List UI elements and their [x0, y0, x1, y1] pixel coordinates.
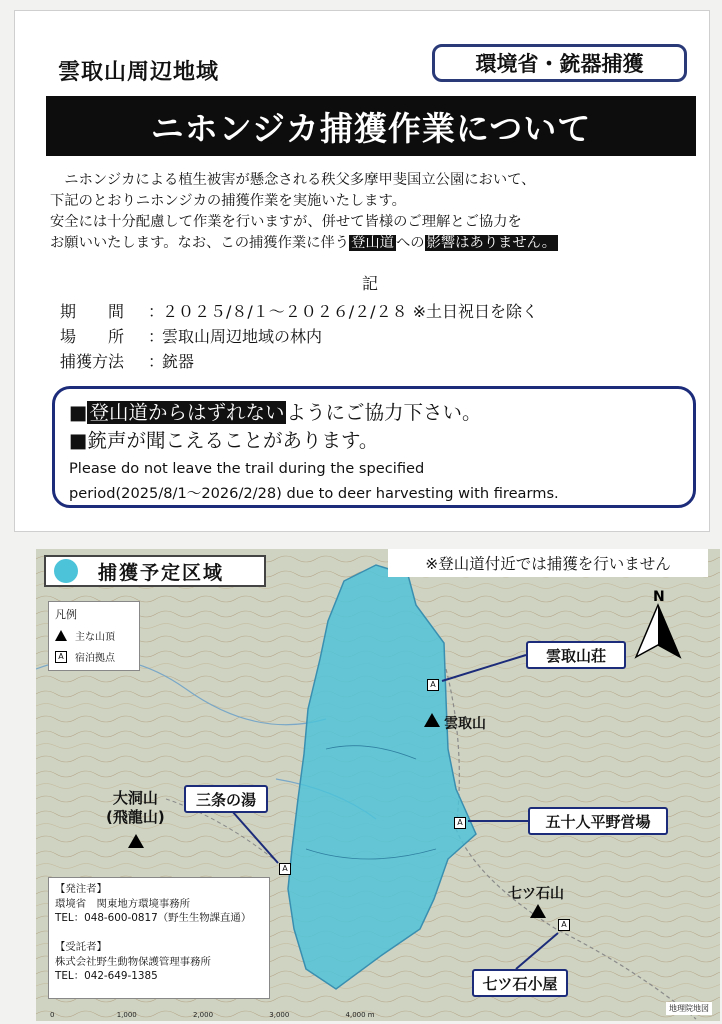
scale-label: 1,000 [116, 1011, 137, 1019]
scale-label: 0 [50, 1011, 55, 1019]
details-list [60, 299, 538, 374]
place-row [60, 324, 538, 349]
method-label: 捕獲方法 [60, 352, 125, 371]
region-title: 雲取山周辺地域 [58, 60, 220, 85]
capture-area-label: 捕獲予定区域 [98, 561, 225, 584]
highlight-trail: 登山道 [351, 235, 394, 251]
hut-icon: A [279, 863, 291, 875]
hut-icon: A [55, 651, 67, 663]
period-row [60, 299, 538, 324]
callout-gojunin-campsite: 五十人平野営場 [528, 807, 668, 835]
contact-spacer [55, 926, 263, 941]
peak-nanatsuishi: 七ツ石山 [508, 886, 564, 902]
scale-label: 4,000 m [345, 1011, 375, 1019]
method-row [60, 349, 538, 374]
highlight-stay-on-trail: 登山道からはずれない [89, 401, 285, 424]
highlight-no-impact: 影響はありません。 [426, 235, 557, 251]
ki-heading: 記 [362, 274, 379, 293]
no-hunt-note: ※登山道付近では捕獲を行いません [388, 549, 708, 577]
method-value: 銃器 [162, 352, 195, 371]
bullet-square: ■ [69, 401, 88, 424]
callout-nanatsuishi-goya: 七ツ石小屋 [472, 969, 568, 997]
caution-box [52, 386, 696, 508]
callout-sanjo-no-yu: 三条の湯 [184, 785, 268, 813]
legend-hut-label: 宿泊拠点 [75, 653, 115, 664]
bullet-square: ■ [69, 429, 88, 452]
hut-icon: A [454, 817, 466, 829]
caution-line-1-rest: ようにご協力下さい。 [286, 401, 482, 424]
intro-line-3: 安全には十分配慮して作業を行いますが、併せて皆様のご理解とご協力を [50, 214, 522, 230]
orderer-title: 【発注者】 [55, 883, 107, 895]
place-colon: ： [148, 327, 165, 346]
english-notice-line-1: Please do not leave the trail during the specified [69, 460, 425, 477]
english-notice-line-2: period(2025/8/1～2026/2/28) due to deer harvesting with firearms. [69, 485, 559, 502]
peak-kumotori: 雲取山 [444, 716, 486, 732]
intro-line-4-mid: への [395, 235, 425, 251]
scale-label: 2,000 [192, 1011, 214, 1019]
orderer-tel: TEL：048-600-0817（野生生物課直通） [55, 912, 252, 924]
caution-line-2-text: 銃声が聞こえることがあります。 [87, 429, 379, 452]
scale-label: 3,000 [269, 1011, 290, 1019]
contractor-tel: TEL：042-649-1385 [55, 970, 158, 982]
intro-paragraph [50, 170, 698, 254]
page-title: ニホンジカ捕獲作業について [46, 96, 696, 156]
period-colon: ： [148, 302, 165, 321]
peak-hiryusan-name: (飛龍山) [106, 808, 165, 826]
peak-odoyama-name: 大洞山 [112, 789, 158, 807]
hut-icon: A [427, 679, 439, 691]
map-attribution: 地理院地図 [666, 1002, 712, 1015]
contact-info-box [48, 877, 270, 999]
contractor-org: 株式会社野生動物保護管理事務所 [55, 955, 211, 968]
place-value: 雲取山周辺地域の林内 [162, 327, 323, 346]
intro-line-4 [50, 233, 698, 254]
caution-line-2 [69, 427, 679, 455]
orderer-org: 環境省 関東地方環境事務所 [55, 897, 191, 910]
intro-line-1: ニホンジカによる植生被害が懸念される秩父多摩甲斐国立公園において、 [50, 172, 536, 188]
place-label: 場 所 [60, 327, 125, 346]
method-colon: ： [148, 352, 165, 371]
legend-peak-label: 主な山頂 [75, 632, 115, 643]
map-scale-bar [50, 1011, 375, 1019]
caution-line-1 [69, 399, 679, 427]
compass-n-label: N [653, 589, 665, 605]
agency-badge: 環境省・銃器捕獲 [432, 44, 687, 82]
intro-line-2: 下記のとおりニホンジカの捕獲作業を実施いたします。 [50, 193, 406, 209]
intro-line-4-start: お願いいたします。なお、この捕獲作業に伴う [50, 235, 350, 251]
hut-icon: A [558, 919, 570, 931]
contractor-title: 【受託者】 [55, 941, 107, 953]
period-label: 期 間 [60, 302, 125, 321]
period-value: ２０２５/８/１～２０２６/２/２８ ※土日祝日を除く [162, 302, 539, 321]
legend-title: 凡例 [55, 608, 77, 621]
callout-kumotori-sanso: 雲取山荘 [526, 641, 626, 669]
area-map [36, 549, 720, 1021]
